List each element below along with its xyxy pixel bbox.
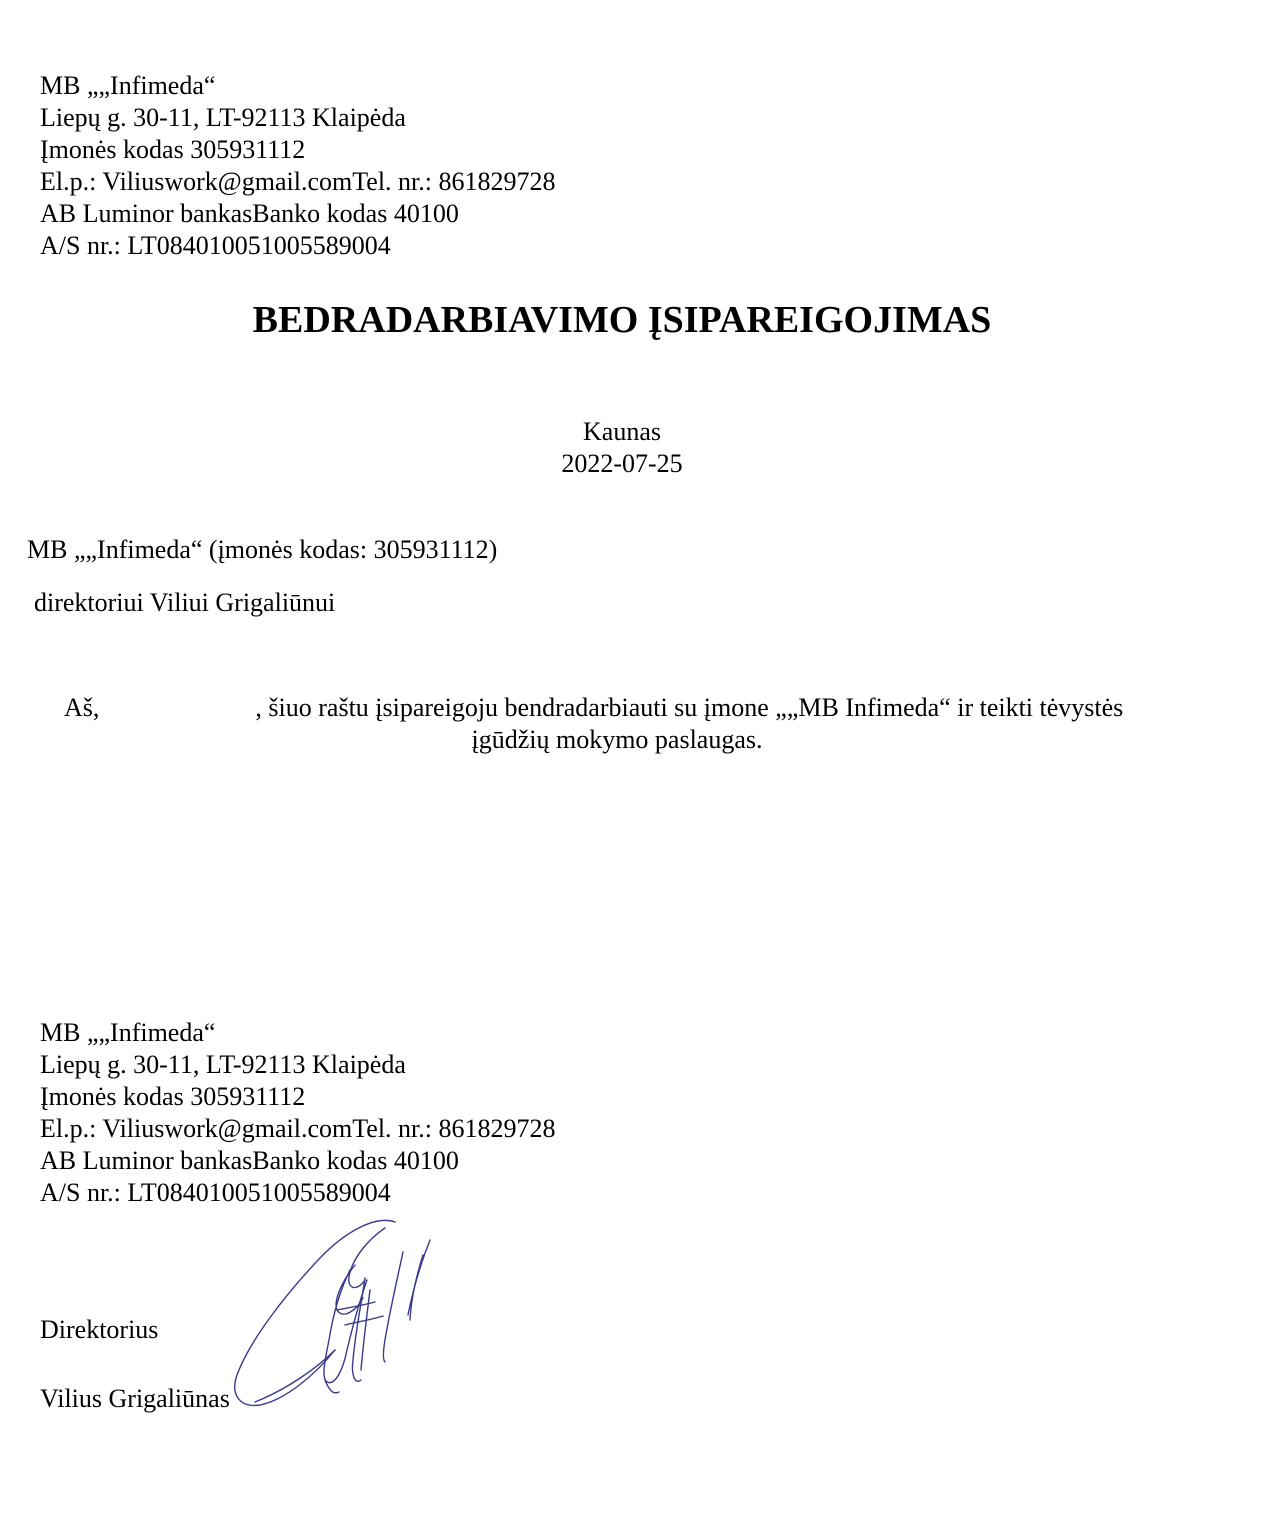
signatory-title: Direktorius — [40, 1315, 159, 1344]
footer-company-code: Įmonės kodas 305931112 — [40, 1082, 306, 1111]
recipient-company: MB „„Infimeda“ (įmonės kodas: 305931112) — [27, 535, 498, 564]
company-contacts: El.p.: Viliuswork@gmail.comTel. nr.: 861829728 — [40, 167, 556, 196]
recipient-director: direktoriui Viliui Grigaliūnui — [34, 588, 336, 617]
statement-line-1-rest: , šiuo raštu įsipareigoju bendradarbiauti su įmone „„MB Infimeda“ ir teikti tėvystės — [255, 693, 1124, 722]
statement-line-2: įgūdžių mokymo paslaugas. — [471, 725, 763, 754]
commitment-statement — [64, 692, 1180, 756]
place-date — [0, 416, 1244, 480]
company-account: A/S nr.: LT084010051005589004 — [40, 231, 391, 260]
company-code: Įmonės kodas 305931112 — [40, 135, 306, 164]
statement-line-1 — [64, 692, 1180, 724]
document-date: 2022-07-25 — [561, 449, 683, 478]
handwritten-signature — [225, 1210, 440, 1415]
footer-company-bank: AB Luminor bankasBanko kodas 40100 — [40, 1146, 459, 1175]
footer-company-account: A/S nr.: LT084010051005589004 — [40, 1178, 391, 1207]
document-title: BEDRADARBIAVIMO ĮSIPAREIGOJIMAS — [252, 299, 992, 341]
signatory-name: Vilius Grigaliūnas — [40, 1384, 230, 1413]
footer-company-contacts: El.p.: Viliuswork@gmail.comTel. nr.: 861829728 — [40, 1114, 556, 1143]
footer-company-name: MB „„Infimeda“ — [40, 1018, 216, 1047]
footer-company-address: Liepų g. 30-11, LT-92113 Klaipėda — [40, 1050, 406, 1079]
company-header — [40, 70, 556, 262]
statement-start: Aš, — [64, 693, 100, 722]
company-bank: AB Luminor bankasBanko kodas 40100 — [40, 199, 459, 228]
company-address: Liepų g. 30-11, LT-92113 Klaipėda — [40, 103, 406, 132]
document-place: Kaunas — [583, 417, 661, 446]
company-name: MB „„Infimeda“ — [40, 71, 216, 100]
company-footer — [40, 1017, 556, 1209]
